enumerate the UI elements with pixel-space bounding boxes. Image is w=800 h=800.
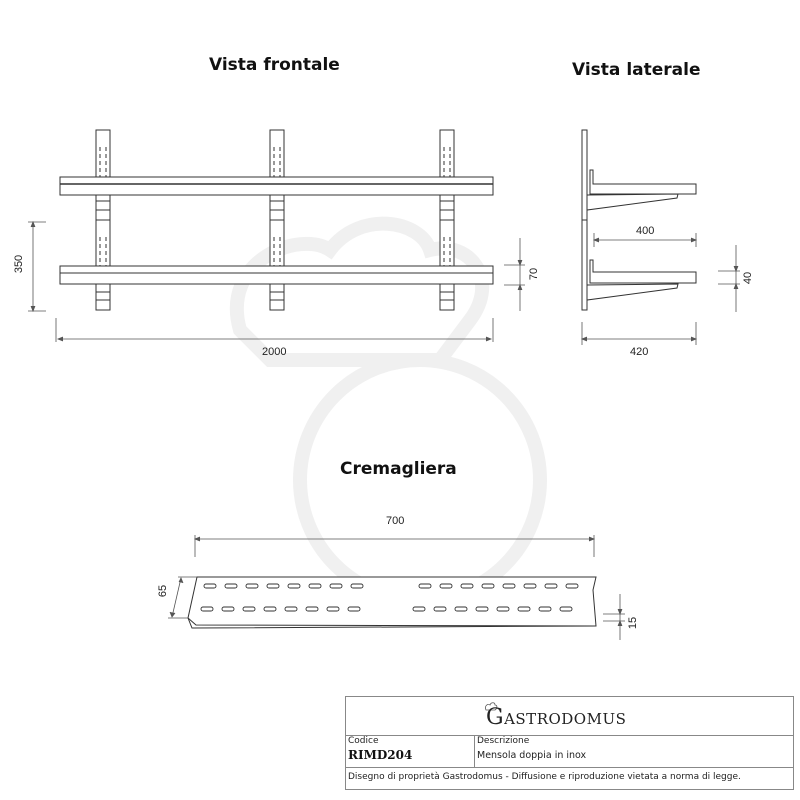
description-cell <box>475 735 793 767</box>
rack-height-label: 65 <box>157 584 170 598</box>
front-height-label: 350 <box>13 254 26 274</box>
code-label: Codice <box>348 736 379 746</box>
side-depth-inner-label: 400 <box>636 225 655 237</box>
description-label: Descrizione <box>477 736 530 746</box>
rack-flange-label: 15 <box>627 616 640 630</box>
front-view-title: Vista frontale <box>209 55 340 75</box>
side-view-title: Vista laterale <box>572 60 701 80</box>
title-block-logo-row <box>346 697 793 736</box>
description-value: Mensola doppia in inox <box>477 750 587 761</box>
title-block <box>345 696 794 790</box>
rack-view-title: Cremagliera <box>340 459 457 479</box>
front-shelf-thickness-label: 70 <box>528 267 541 281</box>
copyright-notice: Disegno di proprietà Gastrodomus - Diffusione e riproduzione vietata a norma di legge. <box>348 772 741 782</box>
side-shelf-thickness-label: 40 <box>742 271 755 285</box>
code-cell <box>346 735 475 767</box>
code-value: RIMD204 <box>348 748 413 762</box>
brand-logo: GASTRODOMUS <box>486 705 627 730</box>
rack-length-label: 700 <box>386 515 405 527</box>
title-block-info-row <box>346 735 793 768</box>
rack-drawing <box>188 577 596 628</box>
front-width-label: 2000 <box>262 346 287 358</box>
front-view-drawing <box>60 130 493 310</box>
side-depth-total-label: 420 <box>630 346 649 358</box>
side-view-drawing <box>582 130 696 310</box>
